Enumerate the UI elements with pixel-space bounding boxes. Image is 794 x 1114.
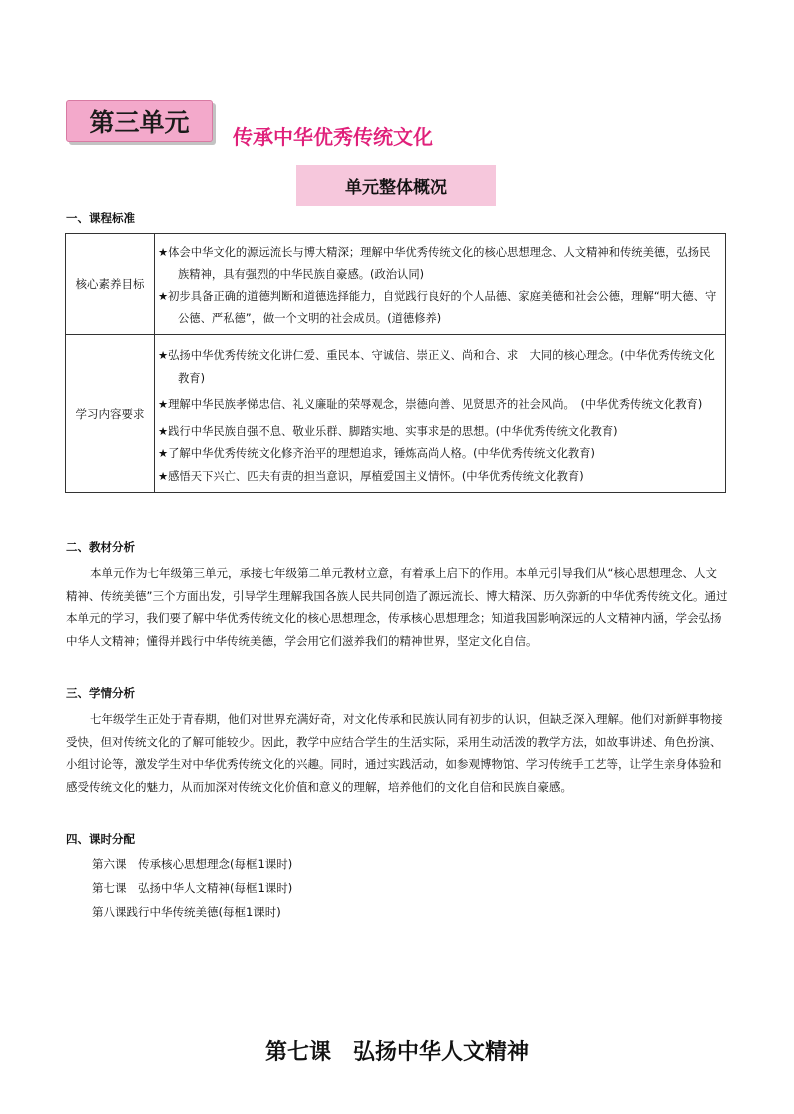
overview-title: 单元整体概况 xyxy=(296,165,496,206)
content-items xyxy=(155,335,726,493)
unit-title: 传承中华优秀传统文化 xyxy=(233,125,433,149)
table-row xyxy=(66,234,726,335)
curriculum-table xyxy=(65,233,726,493)
list-item: ★理解中华民族孝悌忠信、礼义廉耻的荣辱观念，崇德向善、见贤思齐的社会风尚。 (中华优秀传统文化教育) xyxy=(158,398,703,411)
unit-badge: 第三单元 xyxy=(66,100,213,142)
list-item: ★体会中华文化的源远流长与博大精深；理解中华优秀传统文化的核心思想理念、人文精神和传统美德，弘扬民族精神，具有强烈的中华民族自豪感。(政治认同) xyxy=(158,246,711,281)
core-label: 核心素养目标 xyxy=(66,234,155,335)
core-items xyxy=(155,234,726,335)
table-row xyxy=(66,335,726,493)
student-analysis: 七年级学生正处于青春期，他们对世界充满好奇，对文化传承和民族认同有初步的认识，但缺乏深入理解。他们对新鲜事物接受快，但对传统文化的了解可能较少。因此，教学中应结合学生的生活实际，采用生动活泼的教学方法，如故事讲述、角色扮演、小组讨论等，激发学生对中华优秀传统文化的兴趣。同时，通过实践活动，如参观博物馆、学习传统手工艺等，让学生亲身体验和感受传统文化的魅力，从而加深对传统文化价值和意义的理解，培养他们的文化自信和民族自豪感。 xyxy=(66,712,723,794)
section-heading-schedule: 四、课时分配 xyxy=(66,832,135,846)
list-item: ★初步具备正确的道德判断和道德选择能力，自觉践行良好的个人品德、家庭美德和社会公德，理解“明大德、守公德、严私德”，做一个文明的社会成员。(道德修养) xyxy=(158,290,717,325)
section-heading-curriculum: 一、课程标准 xyxy=(66,211,135,225)
lesson-item: 第六课 传承核心思想理念(每框1课时) xyxy=(92,857,293,871)
list-item: ★感悟天下兴亡、匹夫有责的担当意识，厚植爱国主义情怀。(中华优秀传统文化教育) xyxy=(158,469,584,483)
section-heading-students: 三、学情分析 xyxy=(66,686,135,700)
list-item: ★弘扬中华优秀传统文化讲仁爱、重民本、守诚信、崇正义、尚和合、求 大同的核心理念。(中华优秀传统文化教育) xyxy=(158,349,715,385)
lesson-item: 第七课 弘扬中华人文精神(每框1课时) xyxy=(92,881,293,895)
textbook-analysis: 本单元作为七年级第三单元，承接七年级第二单元教材立意，有着承上启下的作用。本单元引导我们从“核心思想理念、人文精神、传统美德”三个方面出发，引导学生理解我国各族人民共同创造了源远流长、博大精深、历久弥新的中华优秀传统文化。通过本单元的学习，我们要了解中华优秀传统文化的核心思想理念，传承核心思想理念；知道我国影响深远的人文精神内涵，学会弘扬中华人文精神；懂得并践行中华传统美德，学会用它们滋养我们的精神世界，坚定文化自信。 xyxy=(66,566,728,648)
lesson-item: 第八课践行中华传统美德(每框1课时) xyxy=(92,905,281,919)
list-item: ★践行中华民族自强不息、敬业乐群、脚踏实地、实事求是的思想。(中华优秀传统文化教育) xyxy=(158,424,618,438)
section-heading-textbook: 二、教材分析 xyxy=(66,540,135,554)
list-item: ★了解中华优秀传统文化修齐治平的理想追求，锤炼高尚人格。(中华优秀传统文化教育) xyxy=(158,447,595,460)
next-lesson-title: 第七课 弘扬中华人文精神 xyxy=(264,1039,529,1065)
content-label: 学习内容要求 xyxy=(66,335,155,493)
